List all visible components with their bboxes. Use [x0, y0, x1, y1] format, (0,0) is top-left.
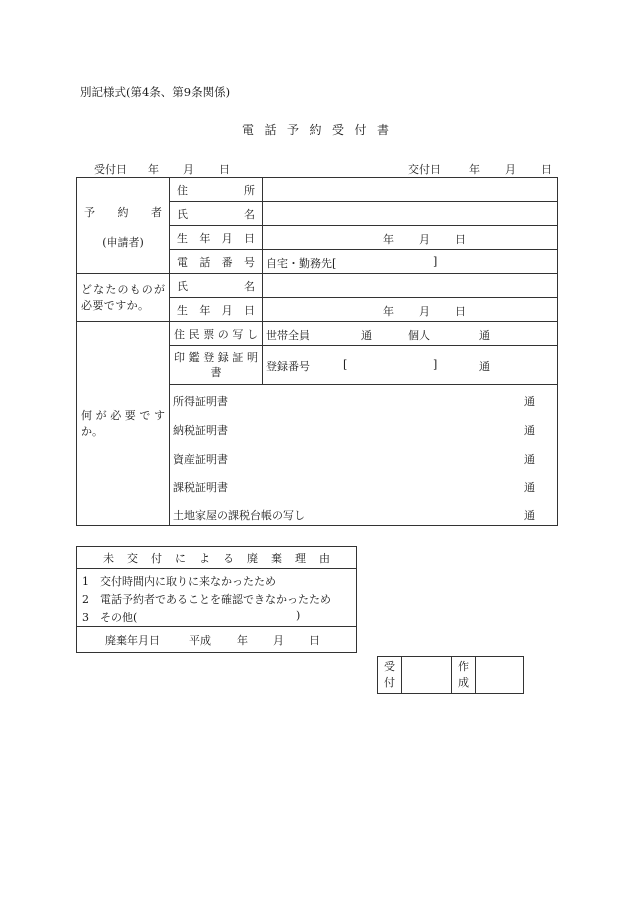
subject-label: ど な た の も の が 必要ですか。	[81, 282, 165, 312]
household-all: 世帯全員	[266, 329, 310, 342]
subject-birth-day: 日	[455, 305, 466, 318]
disposal-year: 年	[237, 634, 248, 647]
birth-month: 月	[419, 233, 430, 246]
reg-number-label: 登録番号	[266, 360, 310, 373]
needs-label: 何 が 必 要 で す か。	[81, 408, 165, 438]
issued-month: 月	[505, 163, 516, 176]
cert-taxation-copies: 通	[524, 481, 535, 494]
disposal-title-cell: 未 交 付 に よ る 廃 棄 理 由	[77, 547, 357, 569]
issued-day: 日	[541, 163, 552, 176]
stamp-received-box[interactable]	[402, 657, 452, 694]
reg-bracket-close: ]	[433, 358, 438, 371]
individual: 個人	[408, 329, 430, 342]
certificates-cell	[170, 385, 558, 526]
reserver-sub-label: (申請者)	[102, 235, 144, 249]
birth-label-cell: 生 年 月 日	[170, 226, 263, 250]
resident-value-cell[interactable]	[263, 322, 558, 346]
disposal-table	[76, 546, 357, 653]
cert-income-copies: 通	[524, 395, 535, 408]
stamp-received-label-cell	[378, 657, 402, 694]
resident-label-cell: 住 民 票 の 写 し	[170, 322, 263, 346]
cert-assets: 資産証明書	[173, 453, 228, 466]
stamp-created-box[interactable]	[476, 657, 524, 694]
disposal-era: 平成	[189, 634, 211, 647]
phone-bracket-close: ]	[433, 255, 438, 268]
name-value-cell[interactable]	[263, 202, 558, 226]
form-reference: 別記様式(第4条、第9条関係)	[80, 85, 231, 99]
cert-land-ledger: 土地家屋の課税台帳の写し	[173, 509, 305, 522]
subject-label-cell	[77, 274, 170, 322]
cert-income: 所得証明書	[173, 395, 228, 408]
phone-label-cell: 電 話 番 号	[170, 250, 263, 274]
address-label-cell: 住 所	[170, 178, 263, 202]
subject-birth-label-cell: 生 年 月 日	[170, 298, 263, 322]
address-value-cell[interactable]	[263, 178, 558, 202]
subject-birth-value-cell[interactable]	[263, 298, 558, 322]
subject-birth-month: 月	[419, 305, 430, 318]
seal-label: 印 鑑 登 録 証 明 書	[174, 351, 258, 379]
received-date-label: 受付日	[94, 163, 127, 176]
reserver-label: 予 約 者	[84, 205, 162, 219]
subject-name-value-cell[interactable]	[263, 274, 558, 298]
cert-assets-copies: 通	[524, 453, 535, 466]
disposal-reason-1[interactable]: 1 交付時間内に取りに来なかったため	[82, 575, 276, 588]
household-copies: 通	[361, 329, 372, 342]
received-year: 年	[148, 163, 159, 176]
received-day: 日	[219, 163, 230, 176]
individual-copies: 通	[479, 329, 490, 342]
reserver-label-cell	[77, 178, 170, 274]
received-month: 月	[183, 163, 194, 176]
stamp-table	[377, 656, 524, 694]
subject-birth-year: 年	[383, 305, 394, 318]
birth-day: 日	[455, 233, 466, 246]
cert-tax-paid-copies: 通	[524, 424, 535, 437]
phone-value-cell[interactable]	[263, 250, 558, 274]
disposal-day: 日	[309, 634, 320, 647]
issued-year: 年	[469, 163, 480, 176]
seal-value-cell[interactable]	[263, 346, 558, 385]
disposal-reasons-cell	[77, 569, 357, 627]
name-label-cell: 氏 名	[170, 202, 263, 226]
cert-land-ledger-copies: 通	[524, 509, 535, 522]
disposal-reason-3[interactable]: 3 その他(	[82, 611, 138, 624]
form-title: 電話予約受付書	[242, 123, 400, 137]
phone-location: 自宅・勤務先[	[266, 257, 337, 270]
disposal-reason-3-close: )	[296, 609, 301, 622]
needs-label-cell	[77, 322, 170, 526]
seal-label-cell	[170, 346, 263, 385]
birth-value-cell[interactable]	[263, 226, 558, 250]
cert-taxation: 課税証明書	[173, 481, 228, 494]
seal-copies: 通	[479, 360, 490, 373]
disposal-reason-2[interactable]: 2 電話予約者であることを確認できなかったため	[82, 593, 331, 606]
issued-date-label: 交付日	[408, 163, 441, 176]
disposal-month: 月	[273, 634, 284, 647]
disposal-date-cell[interactable]	[77, 627, 357, 653]
reservation-table	[76, 177, 558, 526]
reg-bracket-open: [	[343, 358, 348, 371]
stamp-received-label: 受 付	[384, 660, 395, 689]
disposal-date-label: 廃棄年月日	[105, 634, 160, 647]
birth-year: 年	[383, 233, 394, 246]
cert-tax-paid: 納税証明書	[173, 424, 228, 437]
stamp-created-label: 作 成	[458, 660, 469, 689]
subject-name-label-cell: 氏 名	[170, 274, 263, 298]
stamp-created-label-cell	[452, 657, 476, 694]
